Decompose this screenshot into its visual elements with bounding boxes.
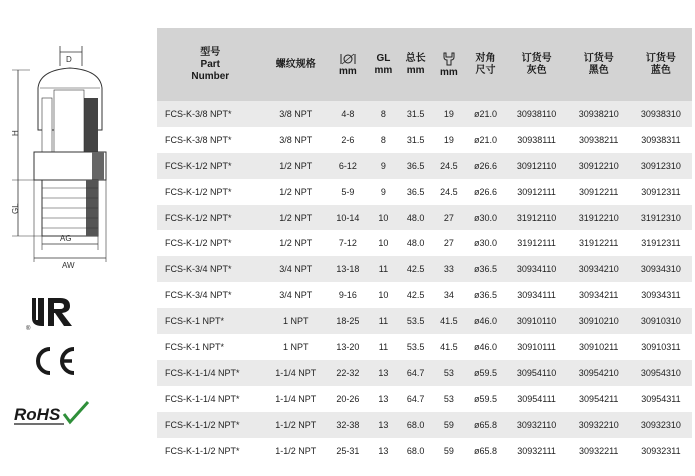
cell-wrench-size: 27 bbox=[432, 205, 465, 231]
cell-part-number: FCS-K-1-1/4 NPT* bbox=[165, 393, 240, 404]
header-corner-size: 对角 尺寸 bbox=[466, 28, 506, 101]
cell-length: 42.5 bbox=[406, 290, 425, 301]
cell-wrench-size: 33 bbox=[432, 256, 465, 282]
cell-corner-size: ø46.0 bbox=[466, 308, 506, 334]
cell-order-black: 30932210 bbox=[568, 412, 630, 438]
header-order-grey: 订货号 灰色 bbox=[506, 28, 568, 101]
cell-order-black: 31912210 bbox=[568, 205, 630, 231]
cell-order-blue: 30938310 bbox=[630, 101, 692, 127]
cell-part-number: FCS-K-1/2 NPT* bbox=[157, 205, 264, 231]
cell-clamping-range: 32-38 bbox=[328, 412, 368, 438]
dim-gl-label: GL bbox=[11, 203, 20, 214]
cell-order-grey: 30938111 bbox=[517, 134, 556, 145]
header-thread: 螺纹规格 bbox=[264, 28, 328, 101]
cell-length: 48.0 bbox=[399, 205, 432, 231]
cell-order-grey: 30954110 bbox=[506, 360, 568, 386]
cell-corner-size: ø26.6 bbox=[474, 186, 498, 197]
table-row bbox=[157, 205, 692, 231]
cell-part-number: FCS-K-1 NPT* bbox=[157, 308, 264, 334]
header-clamping-range: mm bbox=[328, 28, 368, 101]
cell-gl: 11 bbox=[378, 341, 389, 352]
cell-clamping-range: 2-6 bbox=[341, 134, 355, 145]
table-row bbox=[157, 101, 692, 127]
cell-thread: 1/2 NPT bbox=[279, 238, 313, 249]
cable-gland-drawing bbox=[0, 40, 150, 270]
cell-wrench-size: 34 bbox=[443, 290, 454, 301]
ul-recognized-logo bbox=[24, 292, 80, 332]
cell-thread: 1/2 NPT bbox=[264, 153, 328, 179]
cell-order-blue: 31912311 bbox=[641, 238, 681, 249]
cell-thread: 1 NPT bbox=[282, 341, 309, 352]
table-row bbox=[157, 153, 692, 179]
cell-corner-size: ø59.5 bbox=[466, 360, 506, 386]
cell-order-grey: 30912110 bbox=[506, 153, 568, 179]
header-order-black: 订货号 黑色 bbox=[568, 28, 630, 101]
cell-length: 31.5 bbox=[399, 101, 432, 127]
dim-aw-label: AW bbox=[62, 261, 75, 270]
cell-order-black: 30934211 bbox=[579, 290, 619, 301]
cell-order-blue: 30932311 bbox=[641, 445, 681, 456]
cell-length: 36.5 bbox=[406, 186, 425, 197]
table-row bbox=[157, 230, 692, 256]
cell-order-black: 30934210 bbox=[568, 256, 630, 282]
cell-clamping-range: 5-9 bbox=[341, 186, 355, 197]
cell-thread: 1 NPT bbox=[264, 308, 328, 334]
cell-order-grey: 30932110 bbox=[506, 412, 568, 438]
cell-corner-size: ø65.8 bbox=[466, 412, 506, 438]
cell-wrench-size: 41.5 bbox=[432, 308, 465, 334]
cell-clamping-range: 18-25 bbox=[328, 308, 368, 334]
cell-order-grey: 30932111 bbox=[517, 445, 556, 456]
cell-length: 48.0 bbox=[406, 238, 425, 249]
clamping-range-icon bbox=[338, 52, 358, 66]
cell-thread: 3/4 NPT bbox=[264, 256, 328, 282]
cell-length: 64.7 bbox=[406, 393, 425, 404]
cell-order-black: 30910210 bbox=[568, 308, 630, 334]
cell-corner-size: ø30.0 bbox=[474, 238, 498, 249]
cell-gl: 10 bbox=[378, 290, 389, 301]
cell-thread: 1-1/2 NPT bbox=[264, 412, 328, 438]
cell-length: 68.0 bbox=[399, 412, 432, 438]
cell-clamping-range: 9-16 bbox=[338, 290, 357, 301]
cell-order-black: 30932211 bbox=[579, 445, 619, 456]
table-row bbox=[157, 179, 692, 205]
cell-order-black: 30938210 bbox=[568, 101, 630, 127]
cell-gl: 13 bbox=[378, 393, 389, 404]
cell-order-grey: 30934111 bbox=[517, 290, 556, 301]
cell-clamping-range: 22-32 bbox=[328, 360, 368, 386]
cell-length: 53.5 bbox=[406, 341, 425, 352]
cell-length: 53.5 bbox=[399, 308, 432, 334]
product-table bbox=[157, 28, 692, 463]
cell-order-blue: 31912310 bbox=[630, 205, 692, 231]
cell-corner-size: ø36.5 bbox=[466, 256, 506, 282]
cell-gl: 9 bbox=[380, 186, 386, 197]
table-row bbox=[157, 438, 692, 464]
cell-wrench-size: 59 bbox=[432, 412, 465, 438]
table-body bbox=[157, 101, 692, 463]
cell-clamping-range: 20-26 bbox=[336, 393, 360, 404]
table-row bbox=[157, 127, 692, 153]
cell-gl: 13 bbox=[368, 360, 399, 386]
cell-clamping-range: 13-20 bbox=[336, 341, 360, 352]
cell-thread: 3/8 NPT bbox=[264, 101, 328, 127]
cell-order-blue: 30954310 bbox=[630, 360, 692, 386]
cell-wrench-size: 59 bbox=[443, 445, 454, 456]
cell-gl: 11 bbox=[368, 308, 399, 334]
cell-wrench-size: 24.5 bbox=[440, 186, 458, 197]
table-header-row bbox=[157, 28, 692, 101]
cell-gl: 10 bbox=[368, 205, 399, 231]
cell-thread: 1/2 NPT bbox=[264, 205, 328, 231]
header-length: 总长 mm bbox=[399, 28, 432, 101]
cell-gl: 11 bbox=[368, 256, 399, 282]
cell-part-number: FCS-K-1/2 NPT* bbox=[165, 238, 232, 249]
header-wrench-size: mm bbox=[432, 28, 465, 101]
cell-corner-size: ø26.6 bbox=[466, 153, 506, 179]
cell-gl: 10 bbox=[378, 238, 389, 249]
cell-order-grey: 30912111 bbox=[517, 186, 556, 197]
cell-corner-size: ø59.5 bbox=[474, 393, 498, 404]
cell-order-black: 31912211 bbox=[579, 238, 619, 249]
dim-h-label: H bbox=[11, 130, 20, 136]
cell-order-blue: 30910310 bbox=[630, 308, 692, 334]
cell-thread: 3/8 NPT bbox=[279, 134, 313, 145]
cell-order-blue: 30934311 bbox=[641, 290, 681, 301]
cell-clamping-range: 7-12 bbox=[338, 238, 357, 249]
wrench-icon bbox=[441, 51, 457, 67]
table-row bbox=[157, 308, 692, 334]
cell-part-number: FCS-K-1/2 NPT* bbox=[157, 153, 264, 179]
cell-corner-size: ø30.0 bbox=[466, 205, 506, 231]
cell-length: 68.0 bbox=[406, 445, 425, 456]
cell-order-black: 30910211 bbox=[579, 341, 619, 352]
cell-part-number: FCS-K-1-1/4 NPT* bbox=[157, 360, 264, 386]
cell-length: 42.5 bbox=[399, 256, 432, 282]
cell-part-number: FCS-K-3/4 NPT* bbox=[157, 256, 264, 282]
cell-part-number: FCS-K-1 NPT* bbox=[165, 341, 225, 352]
cell-thread: 1-1/4 NPT bbox=[264, 360, 328, 386]
cell-order-black: 30912210 bbox=[568, 153, 630, 179]
cell-length: 64.7 bbox=[399, 360, 432, 386]
cell-wrench-size: 19 bbox=[443, 134, 454, 145]
cell-gl: 8 bbox=[380, 134, 386, 145]
cell-part-number: FCS-K-1-1/2 NPT* bbox=[157, 412, 264, 438]
cell-part-number: FCS-K-1-1/2 NPT* bbox=[165, 445, 240, 456]
cell-order-blue: 30938311 bbox=[641, 134, 681, 145]
cell-order-black: 30912211 bbox=[579, 186, 619, 197]
cell-order-blue: 30954311 bbox=[641, 393, 681, 404]
cell-part-number: FCS-K-1/2 NPT* bbox=[165, 186, 232, 197]
header-part-number: 型号 Part Number bbox=[157, 28, 264, 101]
cell-order-grey: 30910111 bbox=[517, 341, 556, 352]
cell-clamping-range: 6-12 bbox=[328, 153, 368, 179]
cell-thread: 1-1/4 NPT bbox=[275, 393, 317, 404]
cell-clamping-range: 13-18 bbox=[328, 256, 368, 282]
cell-wrench-size: 53 bbox=[432, 360, 465, 386]
cell-order-grey: 31912110 bbox=[506, 205, 568, 231]
cell-corner-size: ø46.0 bbox=[474, 341, 498, 352]
cell-order-blue: 30910311 bbox=[641, 341, 681, 352]
rohs-logo bbox=[12, 398, 92, 428]
cell-corner-size: ø21.0 bbox=[466, 101, 506, 127]
dim-ag-label: AG bbox=[60, 234, 72, 243]
svg-text:®: ® bbox=[26, 326, 31, 332]
cell-wrench-size: 27 bbox=[443, 238, 454, 249]
cell-gl: 8 bbox=[368, 101, 399, 127]
cell-corner-size: ø21.0 bbox=[474, 134, 498, 145]
table-row bbox=[157, 256, 692, 282]
cell-wrench-size: 19 bbox=[432, 101, 465, 127]
table-row bbox=[157, 360, 692, 386]
cell-corner-size: ø65.8 bbox=[474, 445, 498, 456]
cell-length: 31.5 bbox=[406, 134, 425, 145]
dim-d-label: D bbox=[66, 55, 72, 64]
cell-gl: 9 bbox=[368, 153, 399, 179]
cell-order-blue: 30932310 bbox=[630, 412, 692, 438]
cell-order-black: 30954210 bbox=[568, 360, 630, 386]
cell-order-black: 30938211 bbox=[579, 134, 619, 145]
cell-gl: 13 bbox=[378, 445, 389, 456]
cell-thread: 1-1/2 NPT bbox=[275, 445, 317, 456]
cell-order-grey: 30910110 bbox=[506, 308, 568, 334]
cell-order-blue: 30912310 bbox=[630, 153, 692, 179]
cell-wrench-size: 41.5 bbox=[440, 341, 458, 352]
cell-thread: 1/2 NPT bbox=[279, 186, 313, 197]
cell-part-number: FCS-K-3/4 NPT* bbox=[165, 290, 232, 301]
table-row bbox=[157, 412, 692, 438]
cell-corner-size: ø36.5 bbox=[474, 290, 498, 301]
cell-part-number: FCS-K-3/8 NPT* bbox=[157, 101, 264, 127]
cell-order-grey: 30938110 bbox=[506, 101, 568, 127]
cell-wrench-size: 53 bbox=[443, 393, 454, 404]
cell-order-grey: 30934110 bbox=[506, 256, 568, 282]
cell-clamping-range: 10-14 bbox=[328, 205, 368, 231]
cell-order-black: 30954211 bbox=[579, 393, 619, 404]
cell-thread: 3/4 NPT bbox=[279, 290, 313, 301]
left-panel bbox=[0, 0, 150, 476]
cell-clamping-range: 25-31 bbox=[336, 445, 360, 456]
cell-wrench-size: 24.5 bbox=[432, 153, 465, 179]
ce-mark-logo bbox=[30, 345, 78, 377]
cell-clamping-range: 4-8 bbox=[328, 101, 368, 127]
header-order-blue: 订货号 蓝色 bbox=[630, 28, 692, 101]
svg-text:RoHS: RoHS bbox=[14, 405, 61, 424]
table-row bbox=[157, 282, 692, 308]
cell-order-blue: 30912311 bbox=[641, 186, 681, 197]
cell-part-number: FCS-K-3/8 NPT* bbox=[165, 134, 232, 145]
cell-order-grey: 30954111 bbox=[517, 393, 556, 404]
cell-gl: 13 bbox=[368, 412, 399, 438]
header-gl: GL mm bbox=[368, 28, 399, 101]
cell-order-grey: 31912111 bbox=[517, 238, 556, 249]
table-row bbox=[157, 334, 692, 360]
cell-length: 36.5 bbox=[399, 153, 432, 179]
cell-order-blue: 30934310 bbox=[630, 256, 692, 282]
table-row bbox=[157, 386, 692, 412]
